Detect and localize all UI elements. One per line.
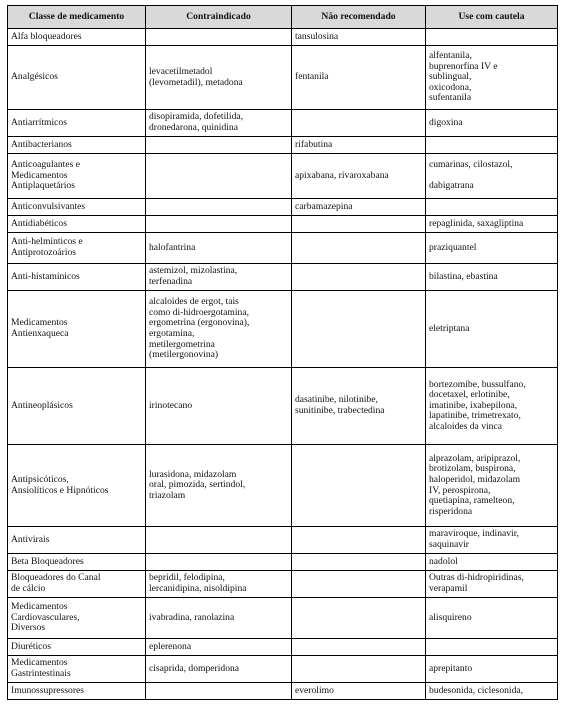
header-use-com-cautela: Use com cautela [426, 6, 558, 29]
nao-recomendado-cell [292, 368, 426, 445]
classe-cell [8, 216, 146, 233]
contraindicado-cell [146, 46, 292, 110]
cautela-cell [426, 264, 558, 291]
contraindicado-cell [146, 598, 292, 639]
header-classe: Classe de medicamento [8, 6, 146, 29]
contraindicado-cell [146, 445, 292, 527]
nao-recomendado-cell [292, 656, 426, 683]
cell-text: Antiarrítmicos [11, 116, 67, 128]
contraindicado-cell [146, 683, 292, 700]
cell-text: Imunossupressores [11, 684, 85, 696]
cell-text: lurasidona, midazolam oral, pimozida, sertindol, triazolam [149, 468, 246, 501]
classe-cell [8, 527, 146, 554]
cell-text: budesonida, ciclesonida, [429, 684, 524, 696]
cautela-cell [426, 683, 558, 700]
table-body [8, 29, 558, 700]
table-row [8, 571, 558, 598]
classe-cell [8, 554, 146, 571]
cell-text: aprepitanto [429, 662, 473, 674]
cell-text: eplerenona [149, 640, 192, 652]
contraindicado-cell [146, 264, 292, 291]
classe-cell [8, 683, 146, 700]
cell-text: Antibacterianos [11, 138, 72, 150]
cautela-cell [426, 233, 558, 264]
classe-cell [8, 233, 146, 264]
cell-text: Bloqueadores do Canal de cálcio [11, 572, 101, 594]
cell-text: Medicamentos Cardiovasculares, Diversos [11, 601, 80, 634]
cell-text: Antineoplásicos [11, 399, 73, 411]
drug-interaction-table [7, 5, 558, 700]
cell-text: bilastina, ebastina [429, 270, 498, 282]
classe-cell [8, 199, 146, 216]
nao-recomendado-cell [292, 598, 426, 639]
cell-text: praziquantel [429, 241, 477, 253]
cell-text: levacetilmetadol (levometadil), metadona [149, 65, 243, 88]
cell-text: Antidiabéticos [11, 217, 67, 229]
classe-cell [8, 656, 146, 683]
cell-text: everolimo [295, 684, 334, 696]
contraindicado-cell [146, 216, 292, 233]
table-row [8, 598, 558, 639]
cautela-cell [426, 554, 558, 571]
cell-text: Outras di-hidropiridinas, verapamil [429, 572, 524, 594]
cell-text: Anti-helmínticos e Antiprotozoários [11, 236, 83, 258]
cell-text: ivabradina, ranolazina [149, 611, 235, 623]
nao-recomendado-cell [292, 216, 426, 233]
cell-text: Beta Bloqueadores [11, 555, 84, 567]
cautela-cell [426, 29, 558, 46]
cell-text: apixabana, rivaroxabana [295, 169, 389, 181]
classe-cell [8, 571, 146, 598]
nao-recomendado-cell [292, 29, 426, 46]
table-row [8, 29, 558, 46]
cell-text: rifabutina [295, 138, 333, 150]
contraindicado-cell [146, 291, 292, 368]
table-row [8, 554, 558, 571]
cautela-cell [426, 216, 558, 233]
table-row [8, 291, 558, 368]
classe-cell [8, 598, 146, 639]
table-row [8, 110, 558, 137]
cautela-cell [426, 368, 558, 445]
header-row [8, 6, 558, 29]
cell-text: disopiramida, dofetilida, dronedarona, quinidina [149, 111, 244, 133]
classe-cell [8, 639, 146, 656]
table-row [8, 639, 558, 656]
cell-text: tansulosina [295, 30, 339, 42]
contraindicado-cell [146, 571, 292, 598]
nao-recomendado-cell [292, 683, 426, 700]
classe-cell [8, 29, 146, 46]
nao-recomendado-cell [292, 46, 426, 110]
header-nao-recomendado: Não recomendado [292, 6, 426, 29]
classe-cell [8, 368, 146, 445]
table-row [8, 368, 558, 445]
classe-cell [8, 264, 146, 291]
cautela-cell [426, 199, 558, 216]
cautela-cell [426, 154, 558, 199]
nao-recomendado-cell [292, 639, 426, 656]
cell-text: Antivirais [11, 533, 50, 545]
cell-text: repaglinida, saxagliptina [429, 217, 524, 229]
table-row [8, 683, 558, 700]
classe-cell [8, 137, 146, 154]
cell-text: bortezomibe, bussulfano, docetaxel, erlotinibe, imatinibe, ixabepilona, lapatinibe, trimetrexato, alcaloides da vinca [429, 378, 526, 432]
cautela-cell [426, 639, 558, 656]
table-row [8, 527, 558, 554]
cautela-cell [426, 527, 558, 554]
table-row [8, 199, 558, 216]
nao-recomendado-cell [292, 233, 426, 264]
cell-text: Medicamentos Antienxaqueca [11, 317, 69, 339]
nao-recomendado-cell [292, 571, 426, 598]
table-row [8, 233, 558, 264]
contraindicado-cell [146, 29, 292, 46]
cell-text: dasatinibe, nilotinibe, sunitinibe, trabectedina [295, 394, 385, 416]
contraindicado-cell [146, 137, 292, 154]
cell-text: Antipsicóticos, Ansiolíticos e Hipnóticos [11, 473, 109, 496]
cell-text: Alfa bloqueadores [11, 30, 82, 42]
cell-text: irinotecano [149, 399, 193, 411]
contraindicado-cell [146, 554, 292, 571]
cautela-cell [426, 656, 558, 683]
nao-recomendado-cell [292, 554, 426, 571]
nao-recomendado-cell [292, 137, 426, 154]
cell-text: Anticoagulantes e Medicamentos Antiplaquetários [11, 159, 80, 192]
classe-cell [8, 46, 146, 110]
cell-text: Diuréticos [11, 640, 51, 652]
table-row [8, 154, 558, 199]
contraindicado-cell [146, 199, 292, 216]
cell-text: Anticonvulsivantes [11, 200, 86, 212]
cell-text: Anti-histamínicos [11, 270, 80, 282]
cell-text: astemizol, mizolastina, terfenadina [149, 265, 238, 287]
cell-text: alprazolam, aripiprazol, brotizolam, buspirona, haloperidol, midazolam IV, perospirona, quetiapina, ramelteon, risperidona [429, 452, 521, 517]
classe-cell [8, 154, 146, 199]
contraindicado-cell [146, 527, 292, 554]
cautela-cell [426, 46, 558, 110]
table-row [8, 137, 558, 154]
cautela-cell [426, 291, 558, 368]
cell-text: maraviroque, indinavir, saquinavir [429, 528, 519, 550]
nao-recomendado-cell [292, 199, 426, 216]
cell-text: nadolol [429, 555, 458, 567]
cautela-cell [426, 110, 558, 137]
cautela-cell [426, 571, 558, 598]
cell-text: Medicamentos Gastrintestinais [11, 657, 71, 679]
table-row [8, 46, 558, 110]
classe-cell [8, 445, 146, 527]
cell-text: eletriptana [429, 322, 470, 334]
table-container [7, 5, 558, 700]
cautela-cell [426, 598, 558, 639]
contraindicado-cell [146, 233, 292, 264]
cautela-cell [426, 445, 558, 527]
classe-cell [8, 110, 146, 137]
cautela-cell [426, 137, 558, 154]
cell-text: halofantrina [149, 241, 196, 253]
nao-recomendado-cell [292, 445, 426, 527]
table-row [8, 656, 558, 683]
contraindicado-cell [146, 110, 292, 137]
contraindicado-cell [146, 656, 292, 683]
contraindicado-cell [146, 368, 292, 445]
contraindicado-cell [146, 639, 292, 656]
cell-text: bepridil, felodipina, lercanidipina, nisoldipina [149, 572, 247, 594]
cell-text: digoxina [429, 116, 463, 128]
nao-recomendado-cell [292, 264, 426, 291]
cell-text: alcaloides de ergot, tais como di-hidroergotamina, ergometrina (ergonovina), ergotamina, metilergometrina (metilergonovina) [149, 296, 250, 361]
table-row [8, 216, 558, 233]
table-row [8, 264, 558, 291]
nao-recomendado-cell [292, 527, 426, 554]
contraindicado-cell [146, 154, 292, 199]
cell-text: alfentanila, buprenorfina IV e sublingual, oxicodona, sufentanila [429, 50, 498, 104]
cell-text: cisaprida, domperidona [149, 662, 240, 674]
cell-text: alisquireno [429, 611, 472, 623]
nao-recomendado-cell [292, 154, 426, 199]
nao-recomendado-cell [292, 291, 426, 368]
cell-text: cumarinas, cilostazol, dabigatrana [429, 159, 513, 192]
cell-text: carbamazepina [295, 200, 353, 212]
table-row [8, 445, 558, 527]
cell-text: Analgésicos [11, 71, 58, 83]
cell-text: fentanila [295, 71, 329, 83]
classe-cell [8, 291, 146, 368]
nao-recomendado-cell [292, 110, 426, 137]
header-contraindicado: Contraindicado [146, 6, 292, 29]
